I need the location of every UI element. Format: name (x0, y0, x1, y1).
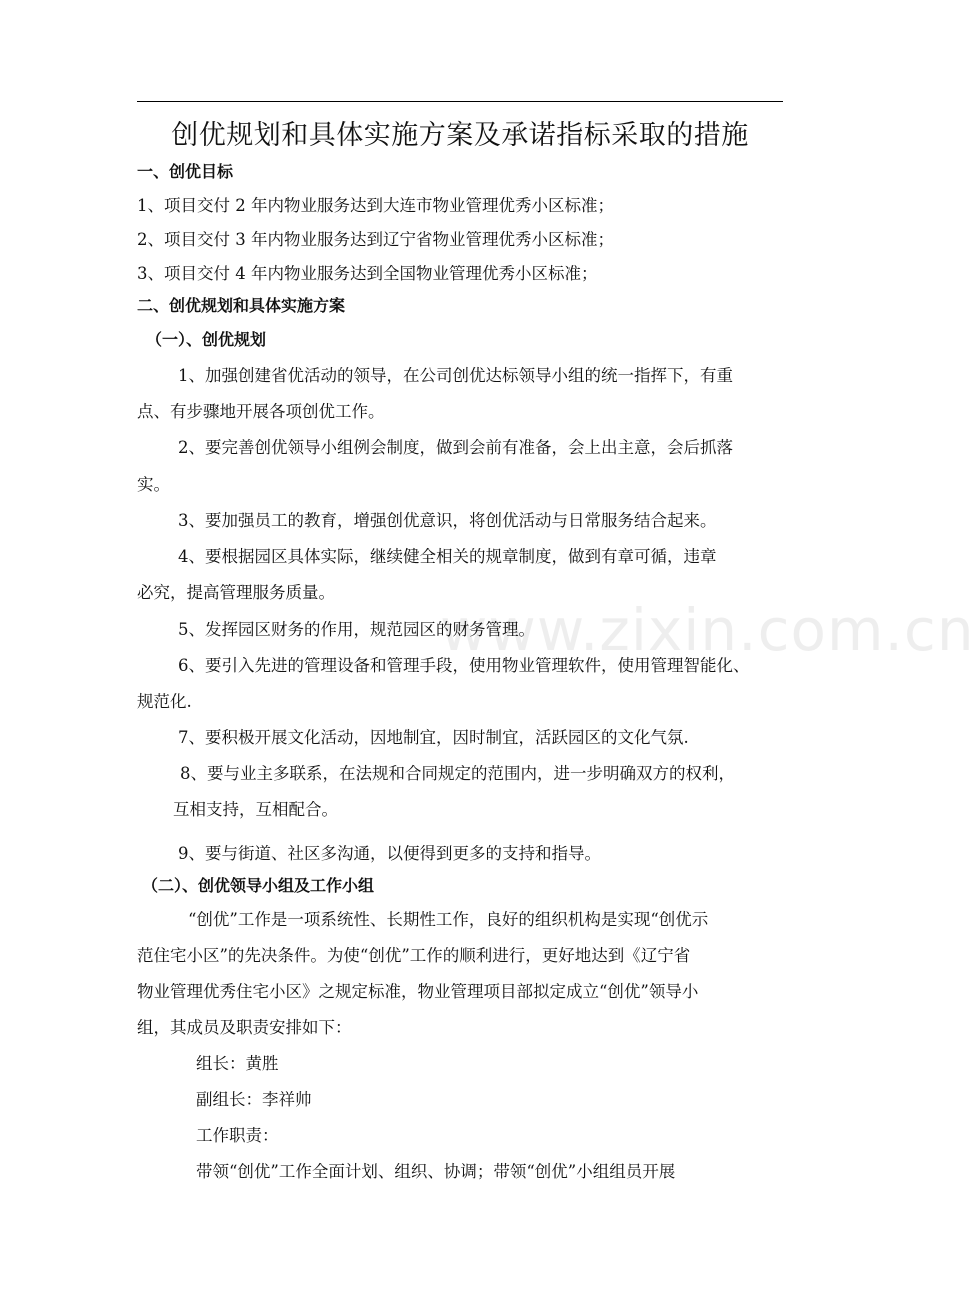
paragraph-line: 3、要加强员工的教育，增强创优意识，将创优活动与日常服务结合起来。 (178, 511, 717, 530)
paragraph-line: 范住宅小区”的先决条件。为使“创优”工作的顺利进行，更好地达到《辽宁省 (137, 946, 691, 965)
goal-line: 3、项目交付 4 年内物业服务达到全国物业管理优秀小区标准； (137, 264, 598, 283)
paragraph-line: 组，其成员及职责安排如下： (137, 1018, 352, 1037)
paragraph-line: 8、要与业主多联系，在法规和合同规定的范围内，进一步明确双方的权利， (180, 764, 735, 783)
paragraph-line: 1、加强创建省优活动的领导，在公司创优达标领导小组的统一指挥下，有重 (178, 366, 733, 385)
paragraph-line: 互相支持，互相配合。 (173, 800, 338, 819)
paragraph-line: 带领“创优”工作全面计划、组织、协调；带领“创优”小组组员开展 (196, 1162, 676, 1181)
paragraph-line: 2、要完善创优领导小组例会制度，做到会前有准备，会上出主意，会后抓落 (178, 438, 733, 457)
paragraph-line: 必究，提高管理服务质量。 (137, 583, 335, 602)
deputy-leader-line: 副组长：李祥帅 (196, 1090, 312, 1109)
goal-line: 2、项目交付 3 年内物业服务达到辽宁省物业管理优秀小区标准； (137, 230, 614, 249)
paragraph-line: 规范化. (137, 692, 192, 711)
section-heading-goals: 一、创优目标 (137, 162, 234, 181)
paragraph-line: 5、发挥园区财务的作用，规范园区的财务管理。 (178, 620, 535, 639)
document-title: 创优规划和具体实施方案及承诺指标采取的措施 (171, 120, 749, 151)
paragraph-line: 实。 (137, 475, 170, 494)
subsection-heading-plan: （一）、创优规划 (146, 330, 267, 349)
paragraph-line: 9、要与街道、社区多沟通，以便得到更多的支持和指导。 (178, 844, 601, 863)
subsection-heading-team: （二）、创优领导小组及工作小组 (142, 876, 375, 895)
paragraph-line: “创优”工作是一项系统性、长期性工作，良好的组织机构是实现“创优示 (188, 910, 709, 929)
section-heading-plan: 二、创优规划和具体实施方案 (137, 296, 346, 315)
duties-label-line: 工作职责： (196, 1126, 279, 1145)
team-leader-line: 组长：黄胜 (196, 1054, 279, 1073)
watermark-text: www.zixin.com.cn (440, 596, 975, 664)
paragraph-line: 4、要根据园区具体实际，继续健全相关的规章制度，做到有章可循，违章 (178, 547, 717, 566)
goal-line: 1、项目交付 2 年内物业服务达到大连市物业管理优秀小区标准； (137, 196, 614, 215)
paragraph-line: 物业管理优秀住宅小区》之规定标准，物业管理项目部拟定成立“创优”领导小 (137, 982, 699, 1001)
paragraph-line: 点、有步骤地开展各项创优工作。 (137, 402, 385, 421)
header-rule (137, 101, 783, 102)
paragraph-line: 6、要引入先进的管理设备和管理手段，使用物业管理软件，使用管理智能化、 (178, 656, 750, 675)
paragraph-line: 7、要积极开展文化活动，因地制宜，因时制宜，活跃园区的文化气氛. (178, 728, 689, 747)
